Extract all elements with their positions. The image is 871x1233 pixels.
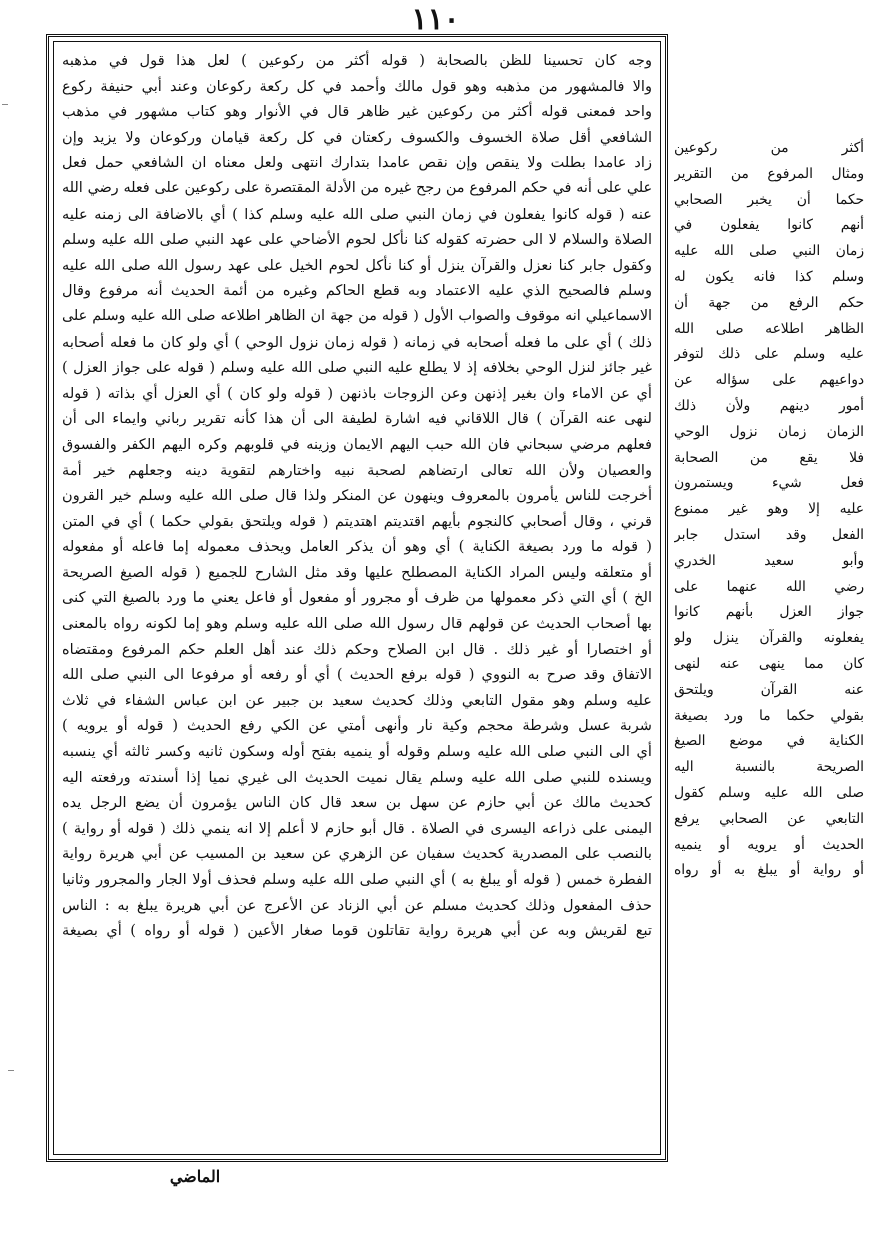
margin-text-line: الكناية في موضع الصيغ (674, 733, 864, 750)
margin-text-line: دواعيهم على سؤاله عن (674, 372, 864, 389)
margin-text-line: الحديث أو يرويه أو ينميه (674, 836, 864, 853)
margin-text-line: أكثر من ركوعين (674, 140, 864, 156)
main-text-line: شربة عسل وشرطة محجم وكية نار وأنهى أمتي عن الكي رفع الحديث ( قوله أو يرويه ) (62, 717, 652, 735)
margin-text-line: أنهم كانوا يفعلون في (674, 217, 864, 234)
main-text-line: الاتفاق وقد صرح به النووي ( قوله برفع الحديث ) أي أو رفعه أو مرفوعا الى النبي صلى الله (62, 666, 652, 684)
margin-text-line: أو رواية أو يبلغ به أو رواه (674, 862, 864, 879)
main-text-line: أي عن الاماء وان بغير إذنهن وعن الزوجات باذنهن ( قوله ولو كان ) أي العزل أي بذاته ( قوله (62, 384, 652, 402)
margin-text-line: عليه إلا وهو غير ممنوع (674, 501, 864, 518)
main-text-line: أي الى النبي صلى الله عليه وسلم وقوله أو ينميه بفتح أوله وسكون ثانيه وكسر ثالثه أي ينسبه (62, 743, 652, 761)
main-text-line: غير جائز لنزل الوحي بخلافه إذ لا يطلع عليه النبي صلى الله عليه وسلم ( قوله على جواز العزل ) (62, 359, 652, 377)
margin-text-line: بقولي حكما ما ورد بصيغة (674, 707, 864, 724)
margin-text-line: عليه وسلم على ذلك لتوفر (674, 346, 864, 363)
main-text-line: علي على أنه في حكم المرفوع من رجح غيره من الأدلة المقتصرة على ركوعين على فعله رضي الله (62, 179, 652, 196)
main-text-line: وجه كان تحسينا للظن بالصحابة ( قوله أكثر من ركوعين ) لعل هذا قول في مذهبه (62, 52, 652, 69)
main-text-line: قرني ، وقال أصحابي كالنجوم بأيهم اقتديتم اهتديتم ( قوله ويلتحق بقولي حكما ) أي في المتن (62, 512, 652, 530)
main-text-frame (46, 34, 668, 1162)
main-text-line: والعصيان ولأن الله تعالى ارتضاهم لصحبة نبيه واختارهم لتقوية دينه وجعلهم خير أمة (62, 461, 652, 479)
main-text-line: الصلاة والسلام لا الى حضرته كقوله كنا نأكل لحوم الأضاحي على عهد النبي صلى الله عليه وسلم (62, 231, 652, 249)
margin-text-line: عنه القرآن ويلتحق (674, 681, 864, 698)
margin-text-line: زمان النبي صلى الله عليه (674, 243, 864, 260)
main-text-line: أو اختصارا أو غير ذلك . قال ابن الصلاح وحكم ذلك عند أهل العلم حكم المرفوع ومقتضاه (62, 640, 652, 658)
main-text-line: الشافعي أقل صلاة الخسوف والكسوف ركعتان في كل ركعة قيامان وركوعان ولا يزيد وإن (62, 128, 652, 146)
main-text-line: والا فالمشهور من مذهبه وهو قول مالك وأحمد في كل ركعة ركوعان وعند أبي حنيفة ركوع (62, 77, 652, 95)
main-text-line: الاسماعيلي انه موقوف والصواب الأول ( قوله من جهة ان الظاهر اطلاعه صلى الله عليه وسلم على (62, 307, 652, 324)
margin-text-line: الظاهر اطلاعه صلى الله (674, 320, 864, 337)
margin-text-column (674, 136, 864, 1166)
margin-text-line: يفعلونه والقرآن ينزل ولو (674, 630, 864, 647)
margin-text-line: الفعل وقد استدل جابر (674, 526, 864, 543)
catchword: الماضي (169, 1167, 221, 1186)
margin-text-line: وسلم كذا فانه يكون له (674, 268, 864, 285)
margin-text-line: حكم الرفع من جهة أن (674, 294, 864, 311)
main-text-line: أخرجت للناس يأمرون بالمعروف وينهون عن المنكر ولذا قال صلى الله عليه وسلم خير القرون (62, 487, 652, 505)
main-text-line: تبع لقريش وبه عن أبي هريرة رواية تقاتلون قوما صغار الأعين ( قوله أو رواه ) أي بصيغة (62, 922, 652, 940)
margin-text-line: جواز العزل بأنهم كانوا (674, 604, 864, 621)
margin-text-line: فلا يقع من الصحابة (674, 449, 864, 466)
margin-text-line: التابعي عن الصحابي يرفع (674, 810, 864, 827)
main-text-line: واحد فمعنى قوله أكثر من ركوعين غير ظاهر قال في الأنوار وهو كتاب مشهور في مذهب (62, 103, 652, 121)
main-text-line: حذف المفعول وذلك كحديث مسلم عن أبي الزناد عن الأعرج عن أبي هريرة يبلغ به : الناس (62, 896, 652, 914)
main-text-line: زاد عامدا بطلت ولا ينقص وإن نقص عامدا بتدارك انتهى ولعل معناه ان الشافعي حمل فعل (62, 154, 652, 172)
main-text-line: وسلم فالصحيح الذي عليه الاعتماد وبه قطع الحاكم وغيره من أئمة الحديث أنه مرفوع وقال (62, 282, 652, 300)
main-text-line: أو متعلقه وليس المراد الكناية المصطلح عليها وقد مثل الشارح للجميع ( قوله الصيغ الصريحة (62, 563, 652, 581)
margin-text-line: حكما أن يخبر الصحابي (674, 191, 864, 208)
main-text-line: ويسنده للنبي صلى الله عليه وسلم يقال نميت الحديث الى غيري نميا إذا أسندته ورفعته اليه (62, 768, 652, 786)
margin-text-line: الزمان زمان نزول الوحي (674, 423, 864, 440)
page-number: ١١٠ (411, 2, 460, 37)
margin-text-line: رضي الله عنهما على (674, 578, 864, 595)
main-text-line: لنهى عنه القرآن ) قال اللاقاني فيه اشارة لطيفة الى أن هذا كأنه تقرير رباني وايماء الى أن (62, 410, 652, 428)
margin-text-line: كان مما ينهى عنه لنهى (674, 655, 864, 672)
main-text-line: بالنصب على المصدرية كحديث سفيان عن الزهري عن سعيد بن المسيب عن أبي هريرة رواية (62, 845, 652, 863)
main-text-line: اليمنى على ذراعه اليسرى في الصلاة . قال أبو حازم لا أعلم إلا انه ينمي ذلك ( قوله أو رواية ) (62, 819, 652, 837)
main-text-line: عنه ( قوله كانوا يفعلون في زمان النبي صلى الله عليه وسلم كذا ) أي بالاضافة الى زمنه عليه (62, 205, 652, 223)
scan-mark (8, 1070, 14, 1071)
margin-text-line: أمور دينهم ولأن ذلك (674, 397, 864, 414)
margin-text-line: وأبو سعيد الخدري (674, 552, 864, 569)
main-text-line: الخ ) أي التي ذكر معمولها من ظرف أو مجرور أو مفعول أو فاعل يعني ما ورد بالصيغ التي كنى (62, 589, 652, 607)
main-text-line: كحديث مالك عن أبي حازم عن سهل بن سعد قال كان الناس يؤمرون أن يضع الرجل يده (62, 794, 652, 812)
margin-text-line: فعل شيء ويستمرون (674, 475, 864, 492)
main-text-line: ذلك ) أي على ما فعله أصحابه في زمانه ( قوله زمان نزول الوحي ) أي ولو كان ما فعله أصحابه (62, 333, 652, 351)
margin-text-line: ومثال المرفوع من التقرير (674, 165, 864, 182)
main-text-line: الفطرة خمس ( قوله أو يبلغ به ) أي النبي صلى الله عليه وسلم فحذف أولا الجار والمجرور وثانيا (62, 871, 652, 888)
main-text-line: عليه وسلم وهو مقول التابعي وذلك كحديث سعيد بن جبير عن ابن عباس الشفاء في ثلاث (62, 691, 652, 709)
main-text-line: فعلهم مرضي سبحاني فان الله حبب اليهم الايمان وزينه في قلوبهم وكره اليهم الكفر والفسوق (62, 435, 652, 453)
scan-mark (2, 104, 8, 105)
main-text-body (53, 41, 661, 1155)
main-text-line: ( قوله ما ورد بصيغة الكناية ) أي وهو أن يذكر العامل ويحذف معموله إما فاعله أو مفعوله (62, 538, 652, 556)
margin-text-line: صلى الله عليه وسلم كقول (674, 784, 864, 801)
margin-text-line: الصريحة بالنسبة اليه (674, 759, 864, 776)
main-text-line: بها أصحاب الحديث عن قولهم قال رسول الله صلى الله عليه وسلم وهو إما لكونه رواه بالمعنى (62, 615, 652, 633)
main-text-line: وكقول جابر كنا نعزل والقرآن ينزل أو كنا نأكل لحوم الخيل على عهد رسول الله صلى الله عليه (62, 256, 652, 274)
